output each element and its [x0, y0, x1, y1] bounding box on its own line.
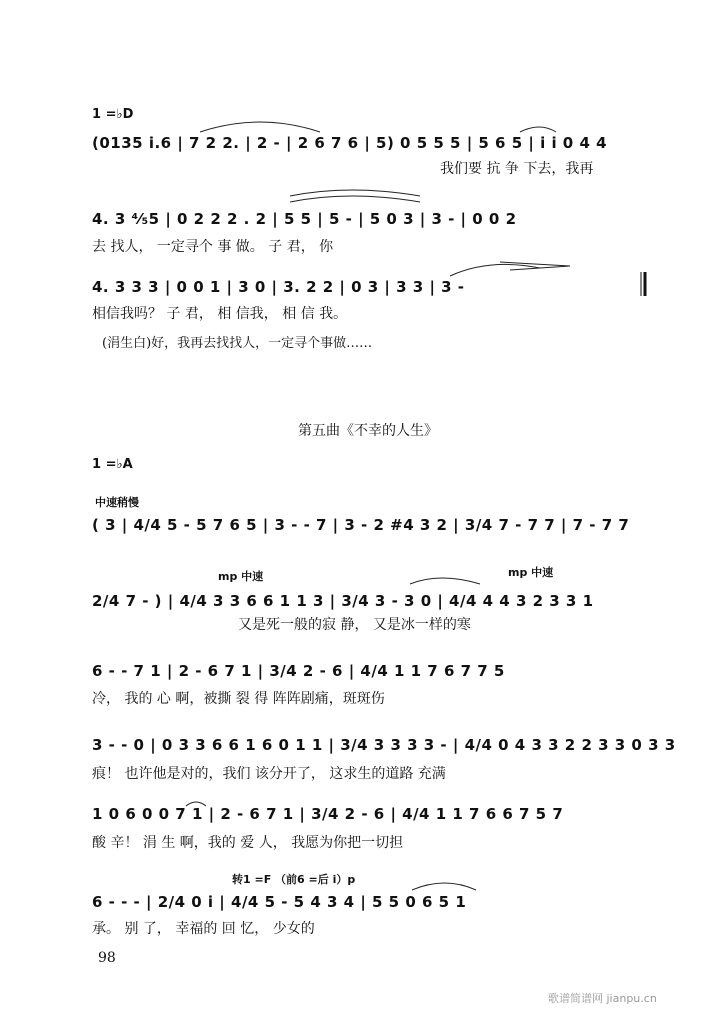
notation-row-4: ( 3 | 4/4 5 - 5 7 6 5 | 3 - - 7 | 3 - 2 #4 3 2 | 3/4 7 - 7 7 | 7 - 7 7: [92, 516, 630, 534]
lyric-row-8: 酸 辛！ 涓 生 啊，我的 爱 人， 我愿为你把一切担: [92, 835, 404, 851]
lyric-row-5: 又是死一般的寂 静， 又是冰一样的寒: [238, 617, 471, 633]
page-number: 98: [98, 950, 116, 966]
lyric-row-2: 去 找人， 一定寻个 事 做。 子 君， 你: [92, 239, 334, 255]
site-watermark: 歌谱简谱网 jianpu.cn: [548, 992, 657, 1005]
lyric-row-7: 痕！ 也许他是对的，我们 该分开了， 这求生的道路 充满: [92, 766, 446, 782]
notation-row-2: 4. 3 ⁴⁄₅5 | 0 2 2 2 . 2 | 5 5 | 5 - | 5 0 3 | 3 - | 0 0 2: [92, 210, 517, 228]
song-title: 第五曲《不幸的人生》: [298, 423, 438, 439]
lyric-row-9: 承。 别 了， 幸福的 回 忆， 少女的: [92, 921, 315, 937]
key-signature-1: 1 =♭D: [92, 107, 134, 122]
lyric-row-1: 我们要 抗 争 下去，我再: [440, 161, 594, 177]
modulation-marking: 转1 =F （前6 =后 i）p: [232, 873, 356, 886]
lyric-row-3: 相信我吗？ 子 君， 相 信我， 相 信 我。: [92, 306, 348, 322]
notation-row-1: (0135 i.6 | 7 2 2. | 2 - | 2 6 7 6 | 5) 0 5 5 5 | 5 6 5 | i i 0 4 4: [92, 134, 608, 152]
tempo-marking: 中速稍慢: [95, 496, 139, 509]
notation-row-6: 6 - - 7 1 | 2 - 6 7 1 | 3/4 2 - 6 | 4/4 1 1 7 6 7 7 5: [92, 662, 505, 680]
notation-row-8: 1 0 6 0 0 7 1 | 2 - 6 7 1 | 3/4 2 - 6 | 4/4 1 1 7 6 6 7 5 7: [92, 805, 564, 823]
narration-text: (涓生白)好，我再去找找人，一定寻个事做……: [102, 336, 373, 351]
notation-row-9: 6 - - - | 2/4 0 i | 4/4 5 - 5 4 3 4 | 5 5 0 6 5 1: [92, 893, 467, 911]
key-signature-2: 1 =♭A: [92, 457, 133, 472]
notation-row-5: 2/4 7 - ) | 4/4 3 3 6 6 1 1 3 | 3/4 3 - 3 0 | 4/4 4 4 3 2 3 3 1: [92, 592, 594, 610]
dynamic-marking-1: mp 中速: [218, 570, 264, 583]
notation-row-7: 3 - - 0 | 0 3 3 6 6 1 6 0 1 1 | 3/4 3 3 3 3 - | 4/4 0 4 3 3 2 2 3 3 0 3 3: [92, 736, 676, 754]
dynamic-marking-2: mp 中速: [508, 566, 554, 579]
lyric-row-6: 冷， 我的 心 啊，被撕 裂 得 阵阵剧痛，斑斑伤: [92, 691, 385, 707]
notation-row-3: 4. 3 3 3 | 0 0 1 | 3 0 | 3. 2 2 | 0 3 | 3 3 | 3 -: [92, 278, 465, 296]
